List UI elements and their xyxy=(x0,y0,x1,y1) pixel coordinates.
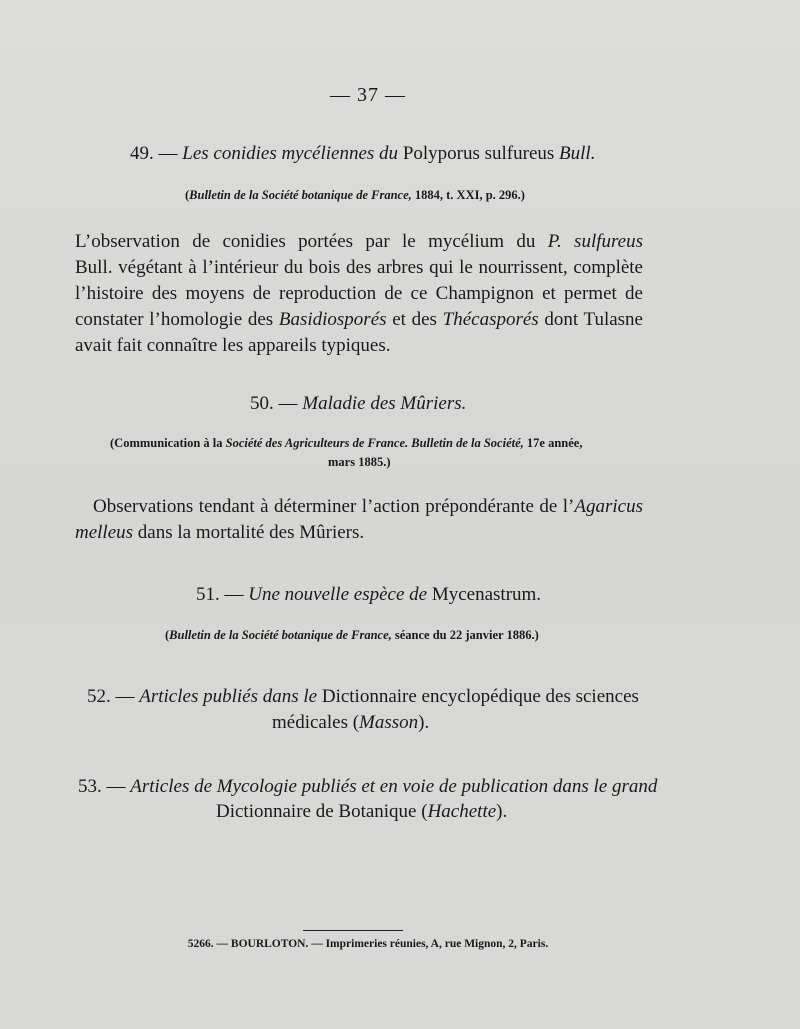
entry-title-roman: Mycenastrum. xyxy=(431,584,542,605)
ref-text: (Communication à la xyxy=(110,436,223,450)
entry-number: 53. xyxy=(78,776,102,797)
body-line: Observations tendant à déterminer l’action prépondérante de l’Agaricus xyxy=(93,496,643,517)
ref-text: 17e année, xyxy=(526,436,583,450)
body-line: constater l’homologie des Basidiosporés et des Thécasporés dont Tulasne xyxy=(75,309,643,330)
entry-50-reference xyxy=(110,436,582,451)
page-number: — 37 — xyxy=(330,84,406,106)
title-italic: Hachette xyxy=(427,801,497,822)
entry-dash: — xyxy=(106,776,126,797)
entry-number: 51. xyxy=(196,584,220,605)
ref-italic: Bulletin de la Société botanique de France, xyxy=(169,628,392,642)
body-line: Bull. végétant à l’intérieur du bois des arbres qui le nourrissent, complète xyxy=(75,257,643,278)
entry-52-heading xyxy=(87,686,639,708)
ref-italic: Bulletin de la Société botanique de France, xyxy=(189,188,412,202)
entry-51-heading xyxy=(196,584,541,606)
entry-dash: — xyxy=(224,584,244,605)
footer-rule xyxy=(303,930,403,931)
body-line: melleus dans la mortalité des Mûriers. xyxy=(75,522,365,543)
entry-49-heading xyxy=(130,143,595,165)
entry-50-heading xyxy=(250,393,466,415)
entry-title-author: Bull. xyxy=(559,143,596,164)
entry-number: 50. xyxy=(250,393,274,414)
title-roman: médicales ( xyxy=(272,712,360,733)
entry-title-italic: Articles publiés dans le xyxy=(139,686,318,707)
entry-title-italic: Articles de Mycologie publiés et en voie de publication dans le grand xyxy=(130,776,658,797)
title-end: ). xyxy=(418,712,430,733)
entry-50-reference-line2: mars 1885.) xyxy=(328,455,391,469)
entry-51-reference xyxy=(165,628,539,643)
entry-title-roman: Polyporus sulfureus xyxy=(402,143,555,164)
printer-footer: 5266. — BOURLOTON. — Imprimeries réunies, A, rue Mignon, 2, Paris. xyxy=(187,938,549,950)
title-end: ). xyxy=(496,801,508,822)
entry-49-reference xyxy=(185,188,525,203)
ref-roman: séance du 22 janvier 1886.) xyxy=(394,628,539,642)
ref-italic: Société des Agriculteurs de France. Bulletin de la Société, xyxy=(225,436,524,450)
entry-52-heading-line2 xyxy=(272,712,429,734)
title-roman: Dictionnaire de Botanique ( xyxy=(216,801,428,822)
entry-number: 52. xyxy=(87,686,111,707)
entry-title-italic: Maladie des Mûriers. xyxy=(302,393,467,414)
entry-title-italic: Une nouvelle espèce de xyxy=(248,584,428,605)
entry-number: 49. xyxy=(130,143,154,164)
entry-title-italic: Les conidies mycéliennes du xyxy=(182,143,399,164)
ref-roman: 1884, t. XXI, p. 296.) xyxy=(414,188,525,202)
entry-dash: — xyxy=(278,393,298,414)
body-line: l’histoire des moyens de reproduction de ce Champignon et permet de xyxy=(75,283,643,304)
title-italic: Masson xyxy=(359,712,419,733)
body-line: avait fait connaître les appareils typiques. xyxy=(75,335,391,356)
ref-paren: ( xyxy=(185,188,190,202)
entry-53-heading-line2 xyxy=(216,801,507,823)
entry-title-roman: Dictionnaire encyclopédique des sciences xyxy=(321,686,639,707)
entry-dash: — xyxy=(115,686,135,707)
ref-paren: ( xyxy=(165,628,170,642)
body-line: L’observation de conidies portées par le mycélium du P. sulfureus xyxy=(75,231,644,252)
entry-53-heading xyxy=(78,776,657,798)
entry-dash: — xyxy=(158,143,178,164)
